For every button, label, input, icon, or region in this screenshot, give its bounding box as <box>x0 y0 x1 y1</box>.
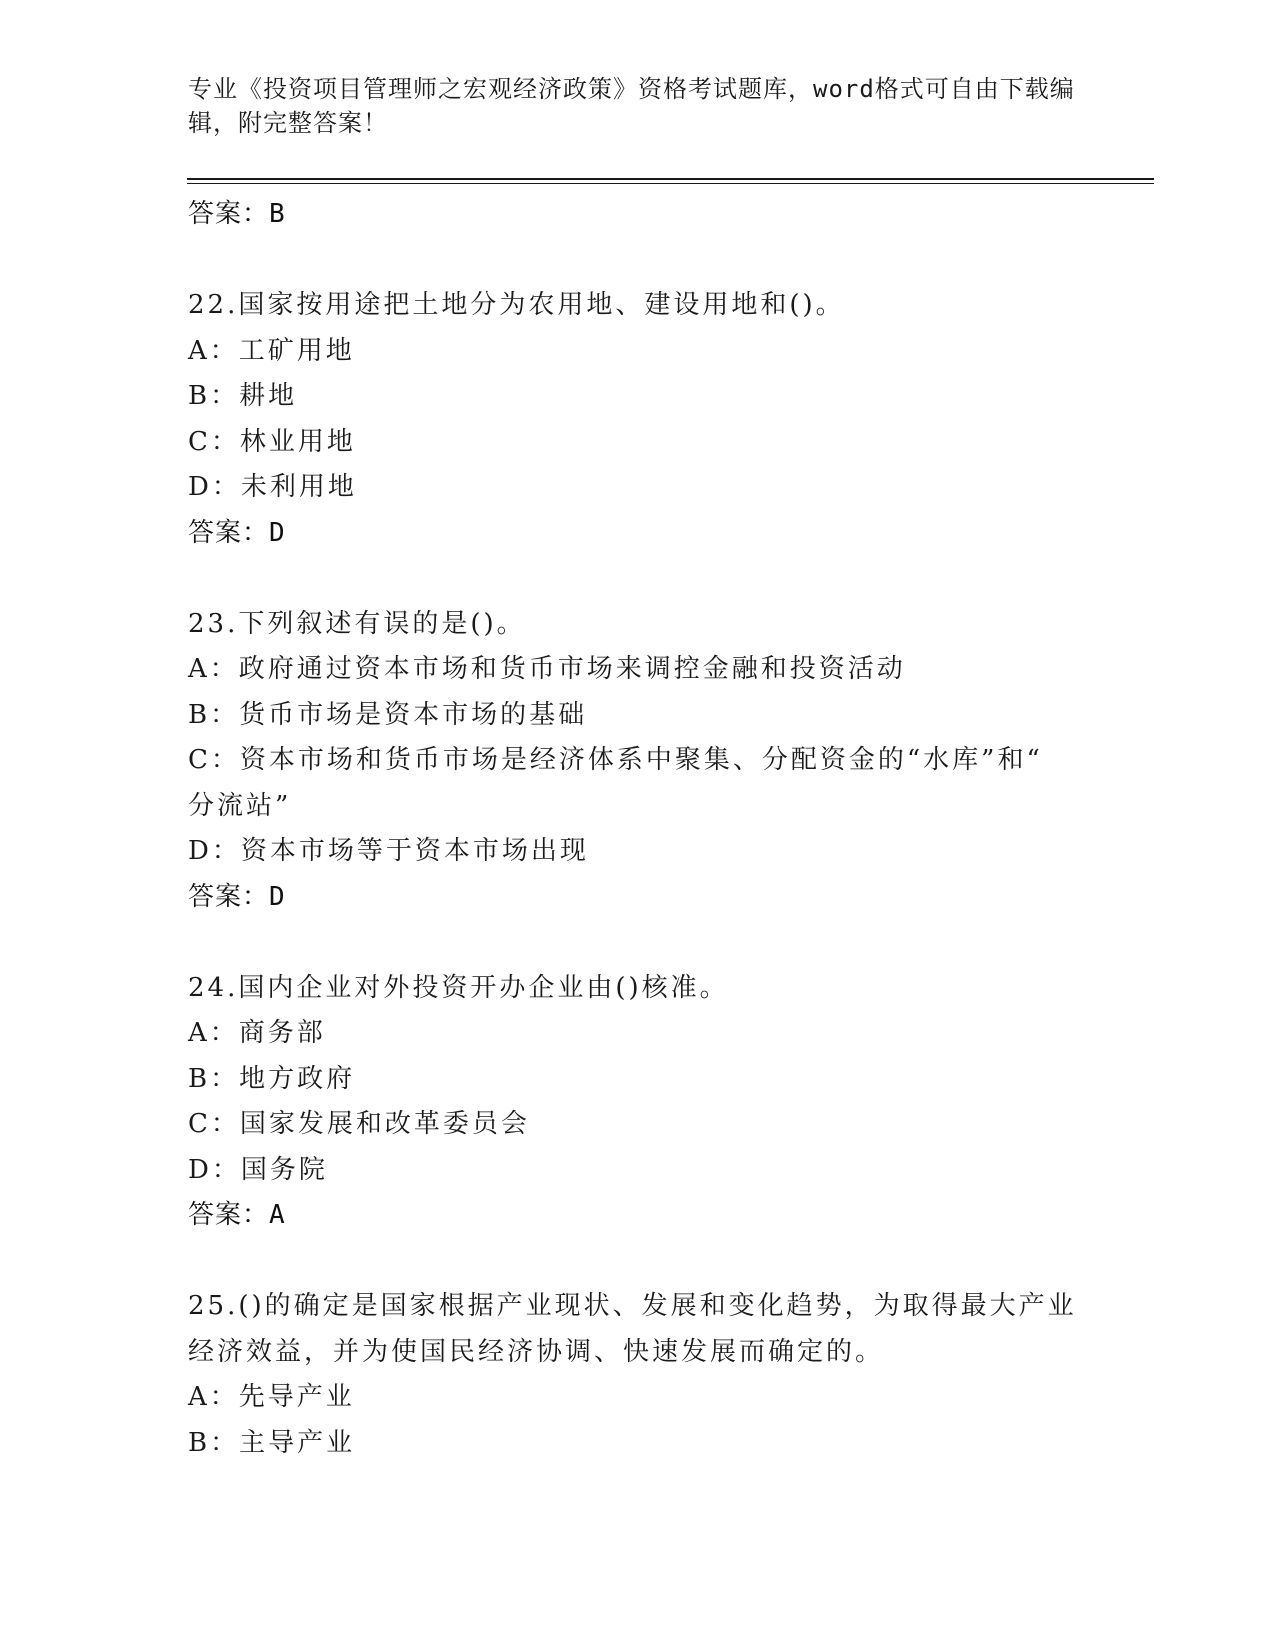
answer-line <box>188 511 1088 557</box>
option-b: B：地方政府 <box>188 1063 356 1094</box>
option-b: B：主导产业 <box>188 1427 356 1458</box>
header-line-1: 专业《投资项目管理师之宏观经济政策》资格考试题库，word格式可自由下载编 <box>188 75 1075 103</box>
question-stem: 23.下列叙述有误的是()。 <box>188 608 526 639</box>
spacer <box>188 556 1088 602</box>
option-d: D：未利用地 <box>188 472 357 502</box>
option-d: D：国务院 <box>188 1154 328 1185</box>
question-list <box>188 192 1088 1466</box>
option-a: A：先导产业 <box>188 1382 355 1412</box>
answer-label: 答案： <box>188 199 270 229</box>
answer-line <box>188 192 1088 238</box>
answer-value: B <box>269 199 286 229</box>
spacer <box>188 920 1088 966</box>
question-stem: 24.国内企业对外投资开办企业由()核准。 <box>188 972 729 1003</box>
option-d: D：资本市场等于资本市场出现 <box>188 836 589 866</box>
option-c: C：资本市场和货币市场是经济体系中聚集、分配资金的“水库”和“ <box>188 745 1043 775</box>
option-b: B：耕地 <box>188 381 298 411</box>
question-block <box>188 966 1088 1239</box>
question-stem-continued: 经济效益，并为使国民经济协调、快速发展而确定的。 <box>188 1336 885 1367</box>
answer-line <box>188 1193 1088 1239</box>
option-c-continued: 分流站” <box>188 790 292 821</box>
option-a: A：商务部 <box>188 1018 326 1048</box>
option-c: C：国家发展和改革委员会 <box>188 1109 530 1139</box>
answer-value: A <box>269 1200 286 1230</box>
answer-label: 答案： <box>188 1200 270 1230</box>
header-line-2: 辑，附完整答案！ <box>188 109 388 137</box>
option-b: B：货币市场是资本市场的基础 <box>188 699 588 730</box>
spacer <box>188 1239 1088 1285</box>
option-a: A：政府通过资本市场和货币市场来调控金融和投资活动 <box>188 654 906 684</box>
answer-label: 答案： <box>188 881 270 912</box>
question-block <box>188 1284 1088 1466</box>
question-stem: 25.()的确定是国家根据产业现状、发展和变化趋势，为取得最大产业 <box>188 1291 1077 1321</box>
question-stem: 22.国家按用途把土地分为农用地、建设用地和()。 <box>188 290 845 320</box>
document-header <box>188 72 1088 140</box>
option-c: C：林业用地 <box>188 426 356 457</box>
answer-line <box>188 875 1088 921</box>
question-block <box>188 283 1088 556</box>
question-block <box>188 602 1088 921</box>
header-divider-thin <box>187 183 1154 184</box>
answer-value: D <box>269 517 286 548</box>
answer-label: 答案： <box>188 517 270 548</box>
header-divider-thick <box>187 178 1154 180</box>
option-a: A：工矿用地 <box>188 335 355 366</box>
answer-value: D <box>269 881 286 912</box>
spacer <box>188 238 1088 284</box>
